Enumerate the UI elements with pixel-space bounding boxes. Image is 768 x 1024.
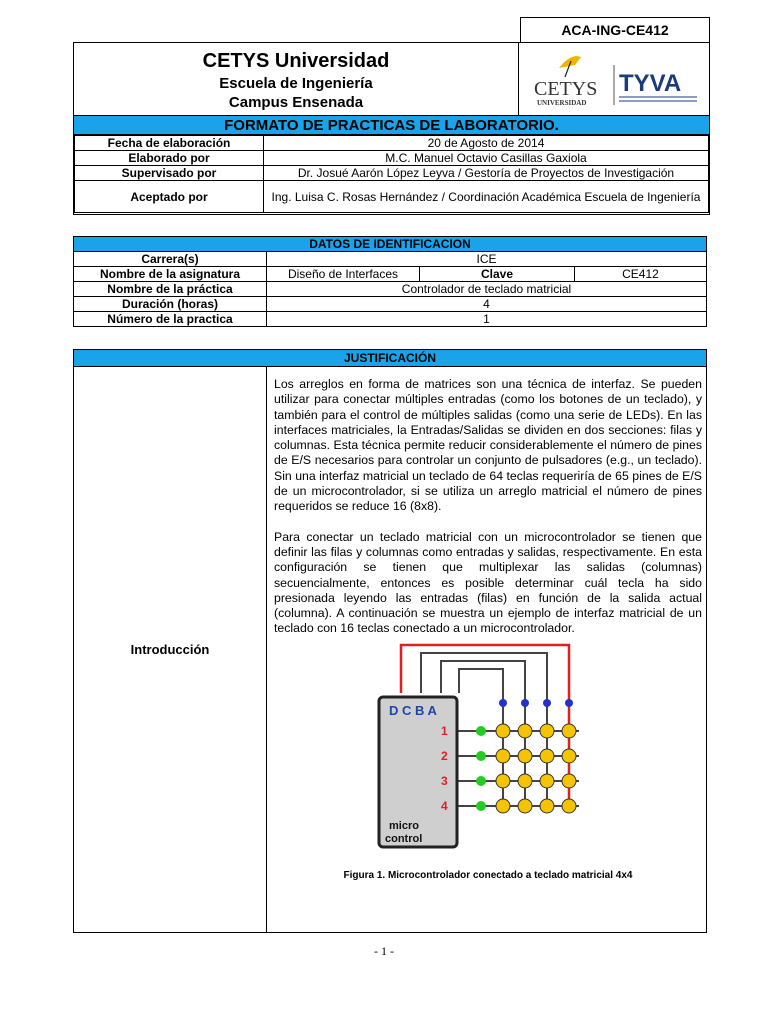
meta-value: Dr. Josué Aarón López Leyva / Gestoría de Proyectos de Investigación bbox=[264, 166, 709, 181]
practica-label: Nombre de la práctica bbox=[74, 282, 267, 297]
paragraph: Para conectar un teclado matricial con un microcontrolador se tienen que definir las filas y columnas como entradas y salidas, respectivamente. En esta configuración se tienen que multiplexar las salidas (columnas) secuencialmente, entonces es posible determinar cuál tecla ha sido presionada leyendo las entradas (filas) en función de la salida actual (columna). A continuación se muestra un ejemplo de interfaz matricial de un teclado con 16 teclas conectado a un microcontrolador. bbox=[274, 529, 702, 636]
table-row bbox=[74, 267, 707, 282]
carrera-label: Carrera(s) bbox=[74, 252, 267, 267]
key-grid bbox=[496, 724, 576, 813]
campus-name: Campus Ensenada bbox=[228, 93, 364, 111]
wire-a bbox=[459, 669, 503, 813]
control-label: control bbox=[385, 833, 423, 845]
table-row bbox=[74, 297, 707, 312]
row-label: 2 bbox=[441, 749, 448, 763]
document-code: ACA-ING-CE412 bbox=[520, 17, 710, 43]
meta-label: Supervisado por bbox=[75, 166, 264, 181]
meta-table bbox=[74, 135, 709, 213]
meta-label: Fecha de elaboración bbox=[75, 136, 264, 151]
row-label: 1 bbox=[441, 724, 448, 738]
carrera-value: ICE bbox=[267, 252, 707, 267]
identification-title: DATOS DE IDENTIFICACION bbox=[74, 237, 707, 252]
numero-label: Número de la practica bbox=[74, 312, 267, 327]
asignatura-label: Nombre de la asignatura bbox=[74, 267, 267, 282]
table-row bbox=[75, 136, 709, 151]
meta-value: M.C. Manuel Octavio Casillas Gaxiola bbox=[264, 151, 709, 166]
clave-label: Clave bbox=[420, 267, 575, 282]
keypad-figure bbox=[369, 643, 609, 853]
paragraph: Los arreglos en forma de matrices son una técnica de interfaz. Se pueden utilizar para conectar múltiples entradas (como los botones de un teclado), y también para el control de múltiples salidas (como una serie de LEDs). En las interfaces matriciales, la Entradas/Salidas se dividen en dos secciones: filas y columnas. Esta técnica permite reducir considerablemente el número de pines de E/S necesarios para controlar un conjunto de pulsadores (e.g., un teclado). Sin una interfaz matricial un teclado de 64 teclas requeriría de 65 pines de E/S de un microcontrolador, si se utiliza un arreglo matricial el número de pines requeridos se reduce 16 (8x8). bbox=[274, 377, 702, 514]
table-row bbox=[74, 312, 707, 327]
cetys-logo bbox=[534, 56, 597, 107]
tyva-logo bbox=[619, 70, 697, 101]
numero-value: 1 bbox=[267, 312, 707, 327]
meta-value: Ing. Luisa C. Rosas Hernández / Coordinación Académica Escuela de Ingeniería bbox=[264, 181, 709, 213]
justification-text bbox=[274, 377, 702, 652]
university-name: CETYS Universidad bbox=[202, 49, 390, 72]
cetys-logo-sub: UNIVERSIDAD bbox=[537, 99, 587, 107]
row-label: 3 bbox=[441, 774, 448, 788]
tyva-logo-text: TYVA bbox=[619, 70, 682, 97]
table-row bbox=[74, 282, 707, 297]
duracion-label: Duración (horas) bbox=[74, 297, 267, 312]
meta-value: 20 de Agosto de 2014 bbox=[264, 136, 709, 151]
school-name: Escuela de Ingeniería bbox=[219, 74, 373, 92]
meta-label: Aceptado por bbox=[75, 181, 264, 213]
justification-section bbox=[73, 349, 707, 933]
meta-label: Elaborado por bbox=[75, 151, 264, 166]
table-row bbox=[75, 181, 709, 213]
row-label: 4 bbox=[441, 799, 448, 813]
table-row bbox=[74, 237, 707, 252]
duracion-value: 4 bbox=[267, 297, 707, 312]
table-row bbox=[75, 166, 709, 181]
clave-value: CE412 bbox=[575, 267, 707, 282]
justification-title: JUSTIFICACIÓN bbox=[74, 350, 706, 367]
identification-table bbox=[73, 236, 707, 327]
practica-value: Controlador de teclado matricial bbox=[267, 282, 707, 297]
asignatura-value: Diseño de Interfaces bbox=[267, 267, 420, 282]
logos-graphic bbox=[519, 43, 709, 115]
logos bbox=[518, 43, 709, 115]
cetys-logo-text: CETYS bbox=[534, 78, 598, 100]
column-labels: D C B A bbox=[389, 703, 437, 718]
table-row bbox=[75, 151, 709, 166]
introduction-label: Introducción bbox=[74, 367, 267, 932]
format-title: FORMATO DE PRACTICAS DE LABORATORIO. bbox=[74, 115, 709, 135]
micro-label: micro bbox=[389, 820, 419, 832]
table-row bbox=[74, 252, 707, 267]
header-block bbox=[73, 42, 710, 215]
page-number: - 1 - bbox=[374, 944, 394, 958]
header-titles bbox=[74, 43, 518, 115]
figure-caption: Figura 1. Microcontrolador conectado a teclado matricial 4x4 bbox=[343, 870, 633, 881]
